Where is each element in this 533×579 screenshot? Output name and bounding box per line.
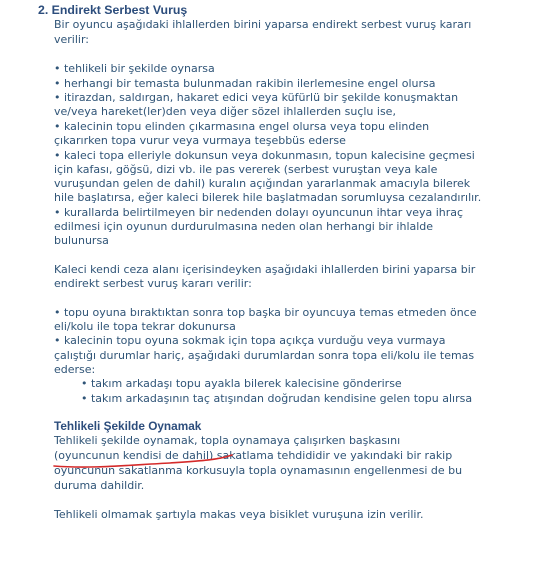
body-line: Tehlikeli şekilde oynamak, topla oynamaya çalışırken başkasını (54, 434, 401, 447)
subsection-heading: Tehlikeli Şekilde Oynamak (54, 419, 202, 433)
body-line: duruma dahildir. (54, 479, 145, 492)
bullet-line: • herhangi bir temasta bulunmadan rakibin ilerlemesine engel olursa (54, 77, 436, 90)
bullet-line: çıkarırken topa vurur veya vurmaya teşebbüs ederse (54, 134, 346, 147)
keeper-bullet-line: eli/kolu ile topa tekrar dokunursa (54, 320, 236, 333)
body-line: oyuncunun sakatlanma korkusuyla topla oynamasının engellenmesi de bu (54, 464, 463, 477)
keeper-bullet-line: • kalecinin topu oyuna sokmak için topa açıkça vurduğu veya vurmaya (54, 334, 446, 347)
section-heading: 2. Endirekt Serbest Vuruş (38, 3, 188, 17)
bullet-line: için kafası, göğsü, dizi vb. ile pas vererek (serbest vuruştan veya kale (54, 163, 438, 176)
keeper-bullet-line: • topu oyuna bıraktıktan sonra top başka bir oyuncuya temas etmeden önce (54, 306, 477, 319)
body-note: Tehlikeli olmamak şartıyla makas veya bisiklet vuruşuna izin verilir. (54, 508, 424, 521)
bullet-line: • kalecinin topu elinden çıkarmasına engel olursa veya topu elinden (54, 120, 430, 133)
intro-line: Bir oyuncu aşağıdaki ihlallerden birini yaparsa endirekt serbest vuruş kararı (54, 18, 472, 31)
keeper-bullet-line: ederse: (54, 363, 96, 376)
keeper-intro-line: Kaleci kendi ceza alanı içerisindeyken aşağıdaki ihlallerden birini yaparsa bir (54, 263, 476, 276)
keeper-bullet-line: çalıştığı durumlar hariç, aşağıdaki durumlardan sonra topa eli/kolu ile temas (54, 349, 475, 362)
keeper-intro-line: endirekt serbest vuruş kararı verilir: (54, 277, 252, 290)
bullet-line: edilmesi için oyunun durdurulmasına neden olan herhangi bir ihlalde (54, 220, 434, 233)
bullet-line: • itirazdan, saldırgan, hakaret edici veya küfürlü bir şekilde konuşmaktan (54, 91, 459, 104)
sub-bullet-line: • takım arkadaşının taç atışından doğrudan kendisine gelen topu alırsa (81, 392, 473, 405)
bullet-line: • kaleci topa elleriyle dokunsun veya dokunmasın, topun kalecisine geçmesi (54, 149, 475, 162)
bullet-line: ve/veya hareket(ler)den veya diğer sözel ihlallerden suçlu ise, (54, 105, 396, 118)
sub-bullet-line: • takım arkadaşı topu ayakla bilerek kalecisine gönderirse (81, 377, 402, 390)
intro-line: verilir: (54, 33, 90, 46)
bullet-line: bulunursa (54, 234, 109, 247)
bullet-line: • kurallarda belirtilmeyen bir nedenden dolayı oyuncunun ihtar veya ihraç (54, 206, 464, 219)
body-line: (oyuncunun kendisi de dahil) sakatlama tehdididir ve yakındaki bir rakip (54, 449, 453, 462)
bullet-line: hile başlatırsa, eğer kaleci bilerek hile başlatmadan sorumluysa cezalandırılır. (54, 191, 482, 204)
bullet-line: • tehlikeli bir şekilde oynarsa (54, 62, 215, 75)
bullet-line: vuruşundan gelen de dahil) kuralın açığından yararlanmak amacıyla bilerek (54, 177, 471, 190)
